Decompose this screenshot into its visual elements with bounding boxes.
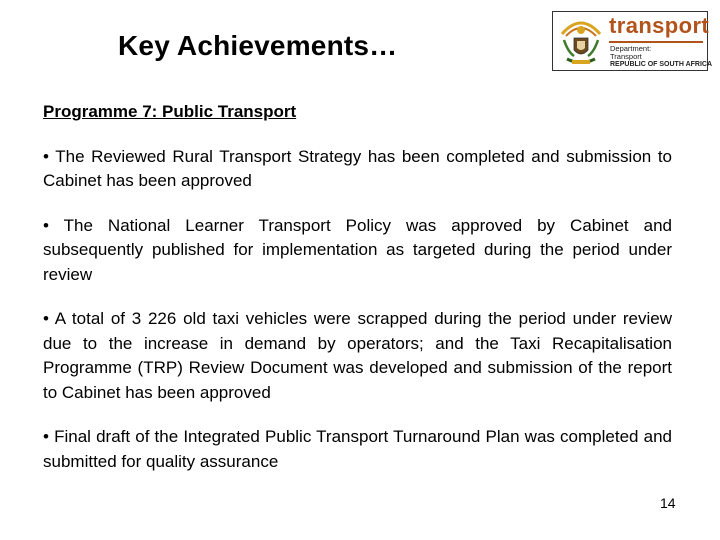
- bullet-item: • The Reviewed Rural Transport Strategy has been completed and submission to Cabinet has been approved: [43, 146, 672, 190]
- logo-wordmark: transport: [609, 13, 710, 38]
- programme-heading: Programme 7: Public Transport: [43, 102, 297, 121]
- logo-line-country: REPUBLIC OF SOUTH AFRICA: [610, 61, 713, 68]
- slide-content: [43, 100, 672, 494]
- logo-line-department: Department:: [610, 44, 652, 53]
- coat-of-arms-icon: [558, 16, 604, 66]
- bullet-item: • Final draft of the Integrated Public Transport Turnaround Plan was completed and submitted for quality assurance: [43, 427, 672, 471]
- bullet-item: • The National Learner Transport Policy was approved by Cabinet and subsequently published for implementation as targeted during the period under review: [43, 215, 672, 284]
- page-number: 14: [660, 495, 676, 511]
- slide-title: Key Achievements…: [118, 30, 398, 61]
- logo-divider: [609, 41, 703, 43]
- department-logo: [552, 11, 713, 71]
- bullet-item: • A total of 3 226 old taxi vehicles were scrapped during the period under review due to the increase in demand by operators; and the Taxi Recapitalisation Programme (TRP) Review Document was developed and submission of the report to Cabinet has been approved: [43, 309, 672, 402]
- logo-line-transport: Transport: [610, 52, 642, 61]
